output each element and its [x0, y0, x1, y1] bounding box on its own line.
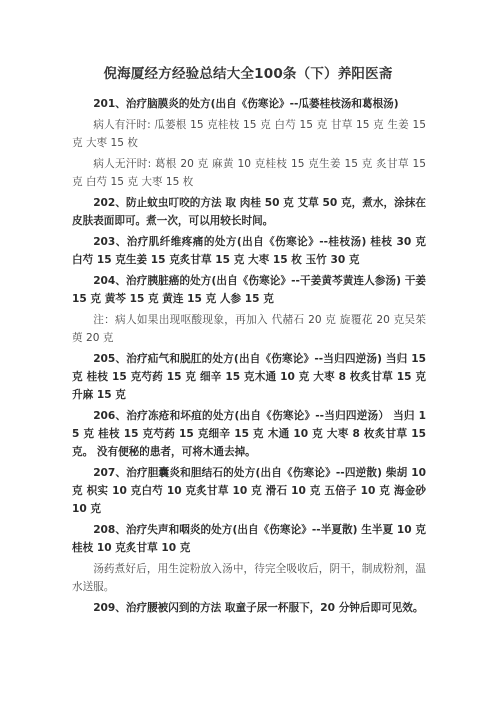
entry-204-note: 注：病人如果出现呕酸现象，再加入 代赭石 20 克 旋覆花 20 克吴茱萸 20 克 [72, 314, 426, 344]
document-body [72, 95, 426, 620]
entry-201-with-sweat: 病人有汗时: 瓜蒌根 15 克桂枝 15 克 白芍 15 克 甘草 15 克 生姜 15 克 大枣 15 枚 [72, 119, 426, 149]
entry-207: 207、治疗胆囊炎和胆结石的处方(出自《伤寒论》--四逆散) 柴胡 10 克 枳实 10 克白芍 10 克炙甘草 10 克 滑石 10 克 五倍子 10 克 海金砂 10 克 [72, 467, 426, 515]
entry-208: 208、治疗失声和咽炎的处方(出自《伤寒论》--半夏散) 生半夏 10 克 桂枝 10 克炙甘草 10 克 [72, 524, 426, 554]
page-title: 倪海厦经方经验总结大全100条（下）养阳医斋 [103, 66, 393, 82]
entry-206: 206、治疗冻疮和坏疽的处方(出自《伤寒论》--当归四逆汤） 当归 15 克 桂枝 15 克芍药 15 克细辛 15 克 木通 10 克 大枣 8 枚炙甘草 15 克。 没有便秘的患者，可将木通去掉。 [72, 410, 426, 458]
entry-201-heading: 201、治疗脑膜炎的处方(出自《伤寒论》--瓜蒌桂枝汤和葛根汤) [93, 98, 399, 110]
entry-208-instructions: 汤药煮好后，用生淀粉放入汤中，待完全吸收后，阴干，制成粉剂，温水送服。 [72, 563, 426, 593]
entry-205: 205、治疗疝气和脱肛的处方(出自《伤寒论》--当归四逆汤) 当归 15 克 桂枝 15 克芍药 15 克 细辛 15 克木通 10 克 大枣 8 枚炙甘草 15 克 升麻 15 克 [72, 353, 426, 401]
entry-209: 209、治疗腰被闪到的方法 取童子尿一杯服下，20 分钟后即可见效。 [93, 602, 424, 614]
entry-203: 203、治疗肌纤维疼痛的处方(出自《伤寒论》--桂枝汤) 桂枝 30 克 白芍 15 克生姜 15 克炙甘草 15 克 大枣 15 枚 玉竹 30 克 [72, 236, 426, 266]
entry-201-without-sweat: 病人无汗时: 葛根 20 克 麻黄 10 克桂枝 15 克生姜 15 克 炙甘草 15 克 白芍 15 克 大枣 15 枚 [72, 158, 426, 188]
entry-202: 202、防止蚊虫叮咬的方法 取 肉桂 50 克 艾草 50 克，煮水，涂抹在皮肤表面即可。煮一次，可以用较长时间。 [72, 197, 426, 227]
entry-204: 204、治疗胰脏癌的处方(出自《伤寒论》--干姜黄芩黄连人参汤) 干姜 15 克 黄芩 15 克 黄连 15 克 人参 15 克 [72, 275, 426, 305]
